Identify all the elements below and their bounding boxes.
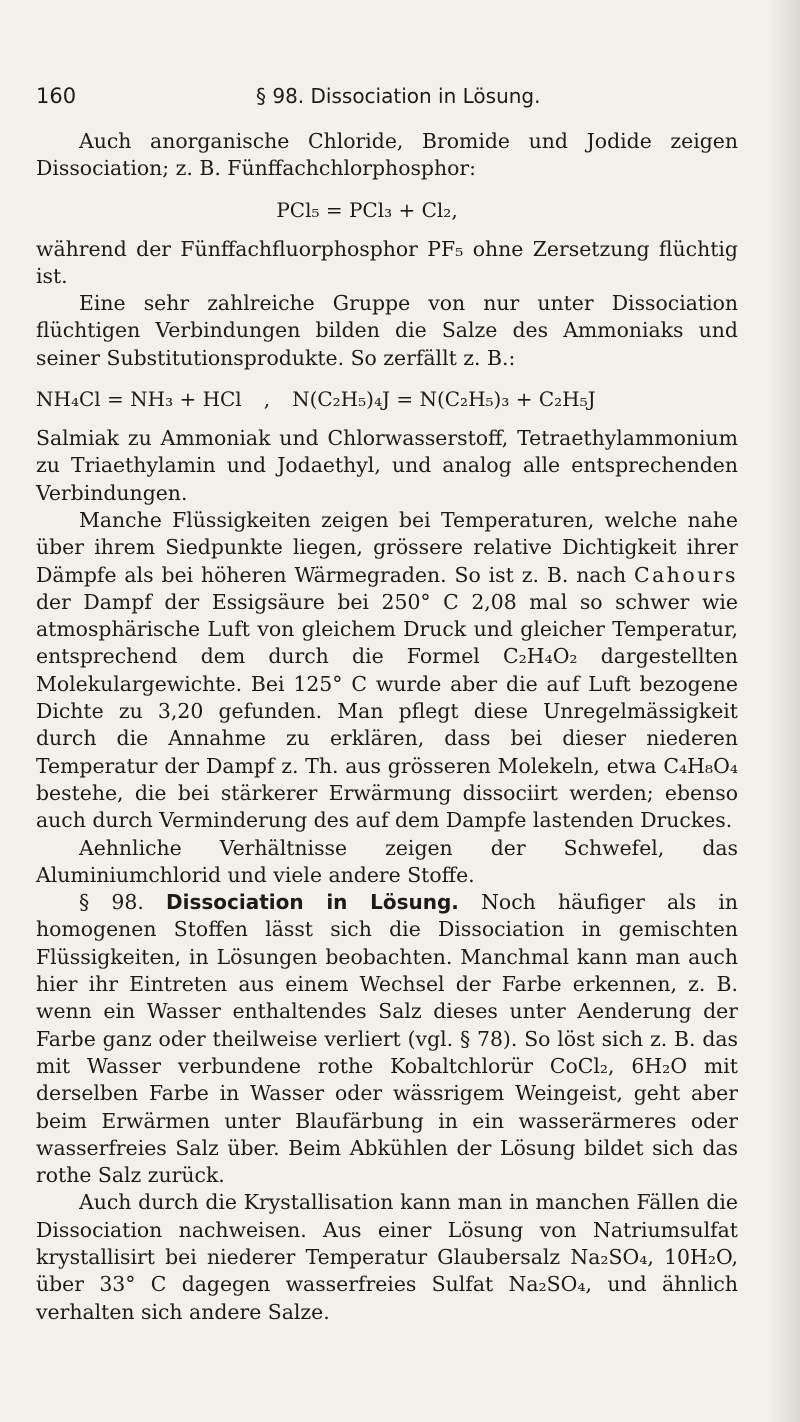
author-name: Cahours: [633, 562, 738, 587]
vapour-density-text-b: der Dampf der Essigsäure bei 250° C 2,08 mal so schwer wie atmosphärische Luft von gleichem Druck und gleicher Temperatur, entsprechend dem durch die Formel C₂H₄O₂ dargestellten Molekulargewichte. Bei 125° C wurde aber die auf Luft bezogene Dichte zu 3,20 gefunden. Man pflegt diese Unregelmässigkeit durch die Annahme zu erklären, dass bei dieser niederen Temperatur der Dampf z. Th. aus grösseren Molekeln, etwa C₄H₈O₄ bestehe, die bei stärkerer Erwärmung dissociirt werden; ebenso auch durch Verminderung des auf dem Dampfe lastenden Druckes.: [36, 589, 738, 833]
equation-nh4cl: NH₄Cl = NH₃ + HCl: [36, 387, 242, 412]
section-number: § 98.: [79, 890, 144, 915]
page-edge-shadow: [770, 0, 800, 1422]
equation-tetraethylammonium: N(C₂H₅)₄J = N(C₂H₅)₃ + C₂H₅J: [292, 387, 596, 412]
page-body: [36, 128, 738, 1326]
paragraph-sulfur: Aehnliche Verhältnisse zeigen der Schwefel, das Aluminiumchlorid und viele andere Stoffe.: [36, 835, 738, 887]
equation-ammonium-row: [36, 386, 738, 413]
running-head: § 98. Dissociation in Lösung.: [256, 84, 541, 108]
section-title: Dissociation in Lösung.: [166, 890, 459, 915]
paragraph-salmiak: Salmiak zu Ammoniak und Chlorwasserstoff, Tetraethylammonium zu Triaethylamin und Jodaethyl, und analog alle entsprechenden Verbindungen.: [36, 426, 738, 505]
paragraph-chlorides: Auch anorganische Chloride, Bromide und Jodide zeigen Dissociation; z. B. Fünffachchlorphosphor:: [36, 129, 738, 181]
paragraph-section-98: [36, 889, 738, 1189]
paragraph-pf5: während der Fünffachfluorphosphor PF₅ ohne Zersetzung flüchtig ist.: [36, 236, 738, 288]
section-text: Noch häufiger als in homogenen Stoffen lässt sich die Dissociation in gemischten Flüssigkeiten, in Lösungen beobachten. Manchmal kann man auch hier ihr Eintreten aus einem Wechsel der Farbe erkennen, z. B. wenn ein Wasser enthaltendes Salz dieses unter Aenderung der Farbe ganz oder theilweise verliert (vgl. § 78). So löst sich z. B. das mit Wasser verbundene rothe Kobaltchlorür CoCl₂, 6H₂O mit derselben Farbe in Wasser oder wässrigem Weingeist, geht aber beim Erwärmen unter Blaufärbung in ein wasserärmeres oder wasserfreies Salz über. Beim Abkühlen der Lösung bildet sich das rothe Salz zurück.: [36, 890, 739, 1188]
page-number: 160: [36, 84, 77, 108]
equation-separator: ,: [263, 387, 271, 412]
paragraph-crystallisation: Auch durch die Krystallisation kann man in manchen Fällen die Dissociation nachweisen. Aus einer Lösung von Natriumsulfat krystallisirt bei niederer Temperatur Glaubersalz Na₂SO₄, 10H₂O, über 33° C dagegen wasserfreies Sulfat Na₂SO₄, und ähnlich verhalten sich andere Salze.: [36, 1190, 738, 1324]
page-header: [36, 84, 738, 108]
paragraph-vapour-density: [36, 507, 738, 835]
equation-pcl5: PCl₅ = PCl₃ + Cl₂,: [276, 197, 458, 222]
vapour-density-text-a: Manche Flüssigkeiten zeigen bei Temperaturen, welche nahe über ihrem Siedpunkte liegen, grössere relative Dichtigkeit ihrer Dämpfe als bei höheren Wärmegraden. So ist z. B. nach: [36, 507, 738, 587]
paragraph-ammonium-salts: Eine sehr zahlreiche Gruppe von nur unter Dissociation flüchtigen Verbindungen bilden die Salze des Ammoniaks und seiner Substitutionsprodukte. So zerfällt z. B.:: [36, 291, 738, 370]
